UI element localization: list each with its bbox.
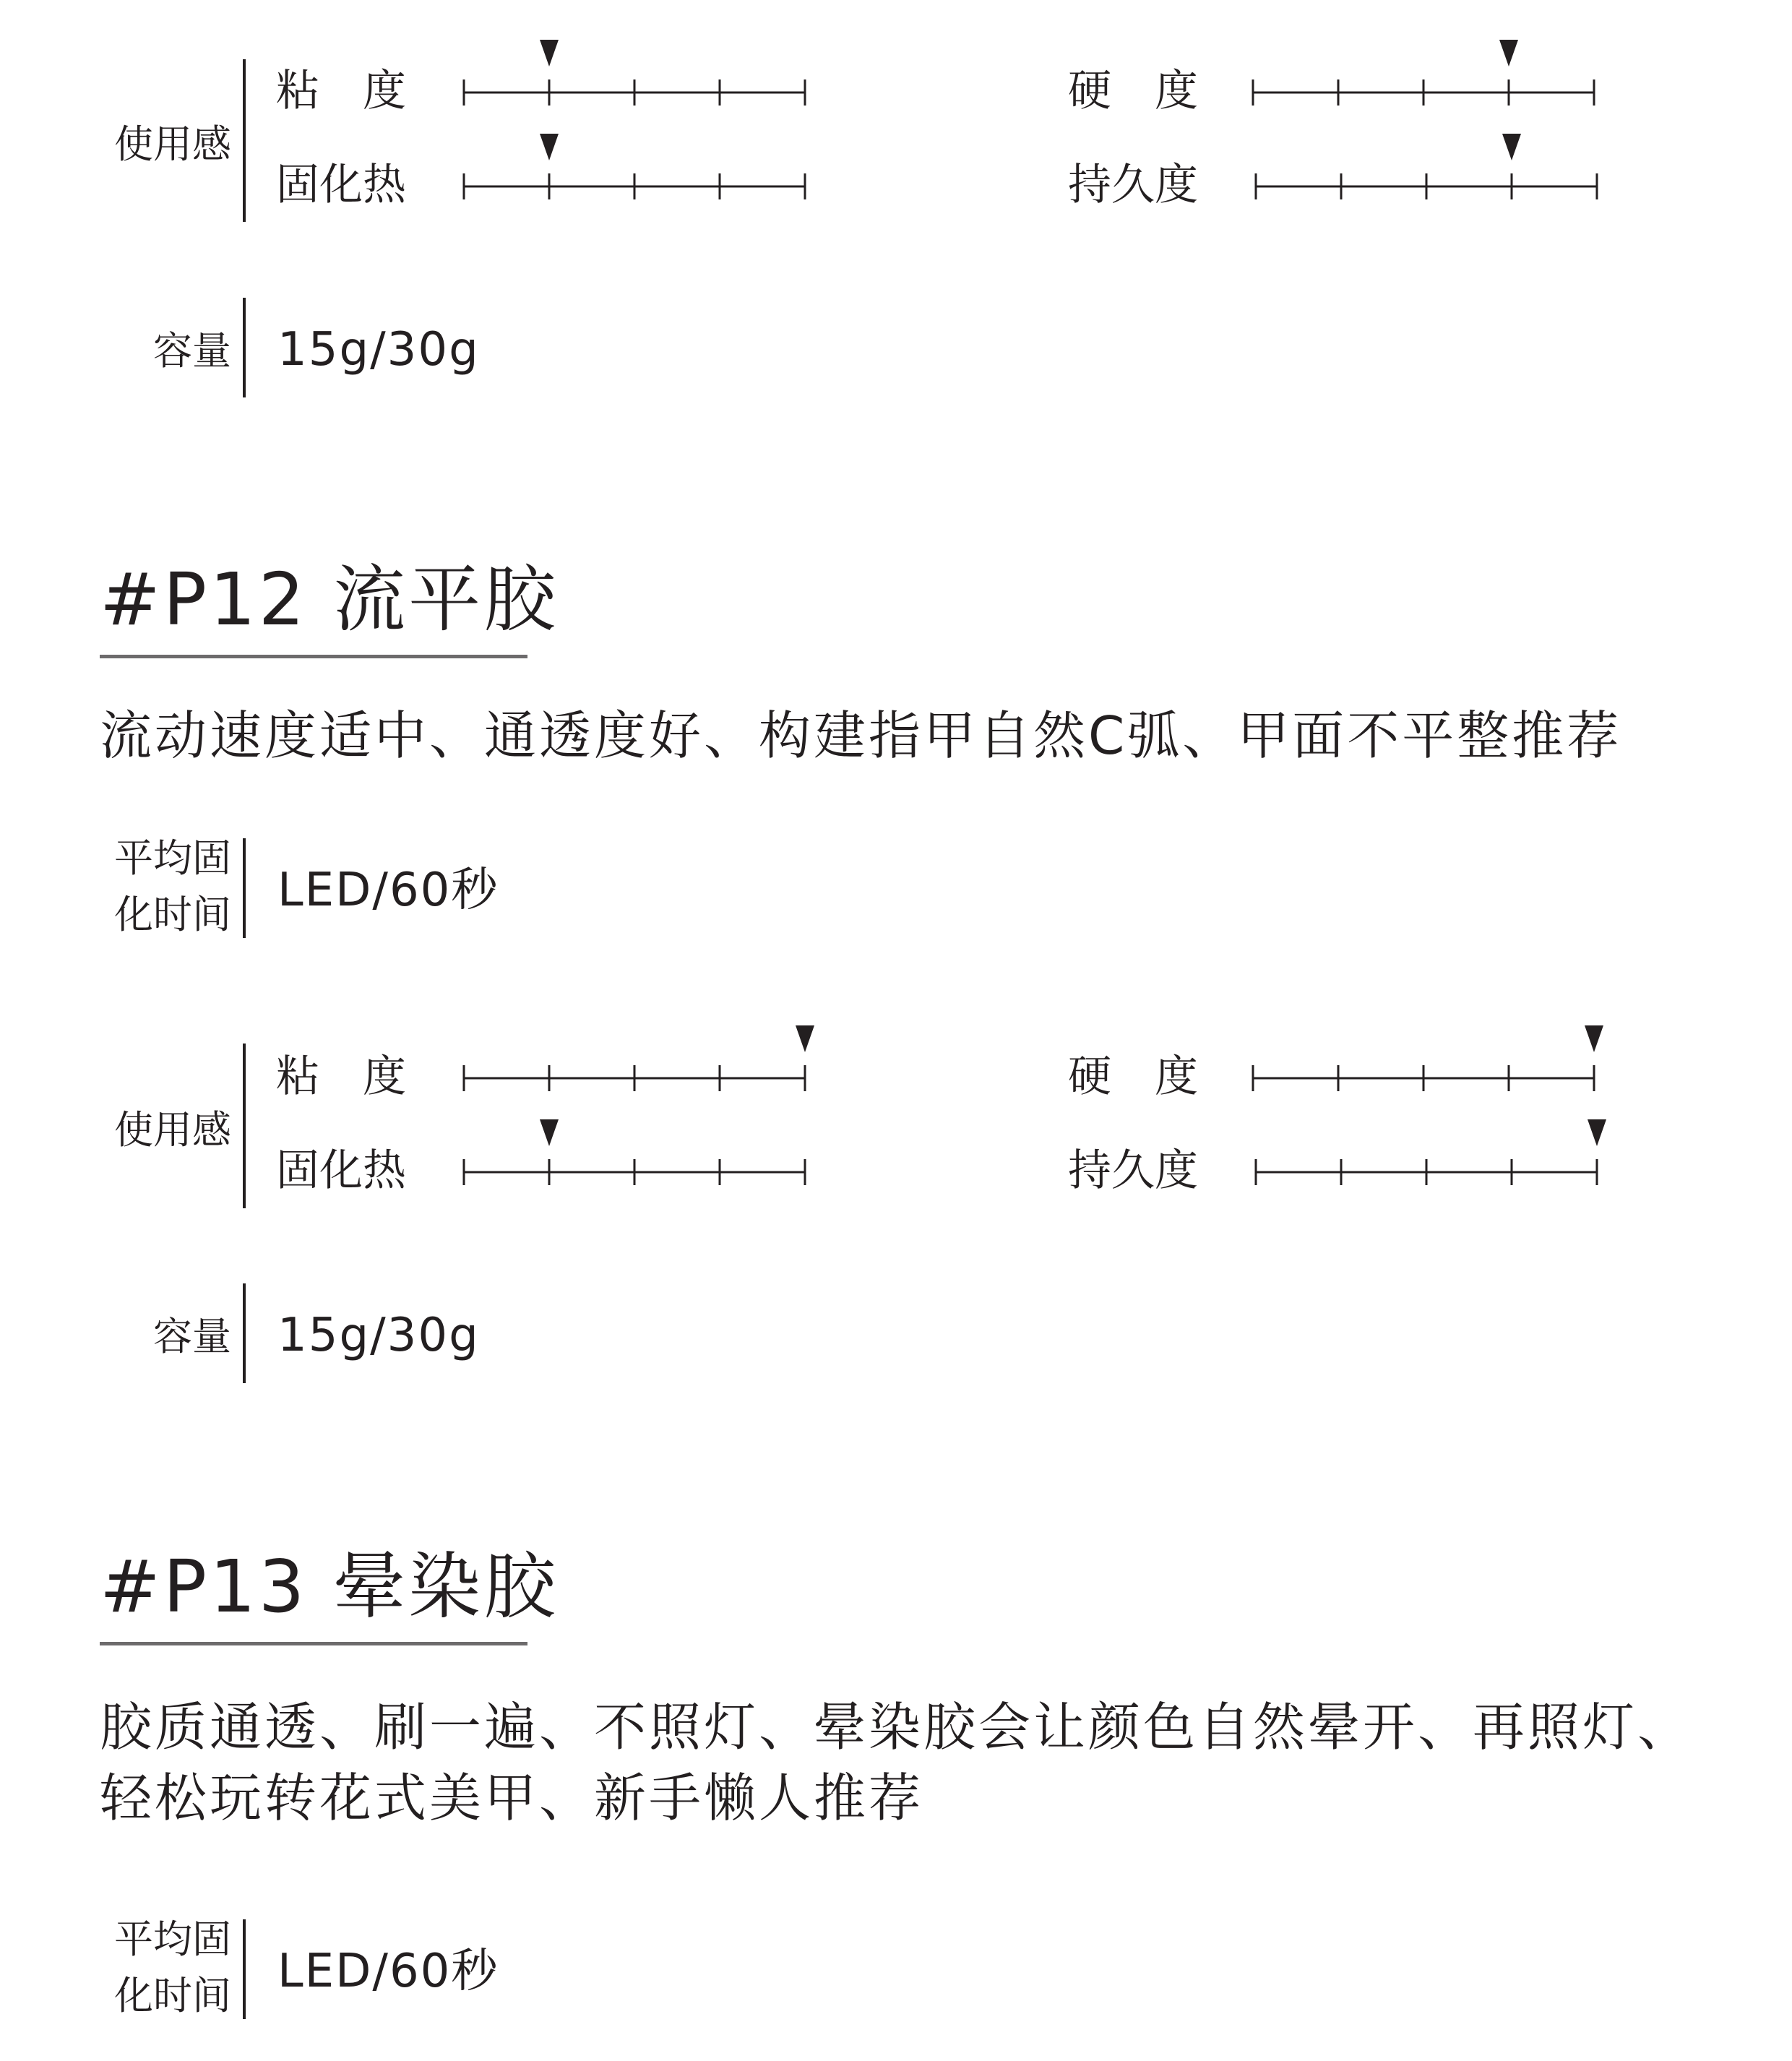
- capacity-value: 15g/30g: [277, 1309, 480, 1362]
- capacity-label: 容量: [153, 328, 231, 374]
- product-title: #P12 流平胶: [100, 557, 559, 642]
- viscosity-scale: [462, 36, 809, 116]
- cure-time-value: LED/60秒: [277, 1945, 499, 1998]
- capacity-label: 容量: [153, 1314, 231, 1359]
- hardness-scale: [1252, 1022, 1598, 1101]
- rating-marker: [796, 1025, 814, 1052]
- rating-marker: [1499, 40, 1518, 66]
- usage-label: 使用感: [114, 1107, 231, 1153]
- rating-marker: [1502, 134, 1521, 160]
- curing-heat-label: 固化热: [276, 160, 406, 210]
- cure-time-value: LED/60秒: [277, 864, 499, 917]
- viscosity-label: 粘 度: [276, 66, 406, 116]
- rating-marker: [1588, 1119, 1606, 1146]
- cure-time-label-line2: 化时间: [114, 892, 231, 937]
- capacity-divider: [243, 1283, 246, 1383]
- usage-label: 使用感: [114, 121, 231, 167]
- viscosity-scale: [462, 1022, 809, 1101]
- rating-marker: [540, 134, 559, 160]
- title-underline: [100, 1642, 527, 1645]
- capacity-value: 15g/30g: [277, 323, 480, 377]
- rating-marker: [540, 40, 559, 66]
- title-underline: [100, 655, 527, 658]
- curing-heat-label: 固化热: [276, 1145, 406, 1196]
- hardness-label: 硬 度: [1068, 1051, 1198, 1102]
- rating-marker: [540, 1119, 559, 1146]
- product-title: #P13 晕染胶: [100, 1544, 559, 1629]
- durability-label: 持久度: [1068, 160, 1198, 210]
- curing-heat-scale: [462, 130, 809, 210]
- product-description: 流动速度适中、通透度好、构建指甲自然C弧、甲面不平整推荐: [100, 705, 1622, 766]
- hardness-label: 硬 度: [1068, 66, 1198, 116]
- capacity-divider: [243, 298, 246, 397]
- cure-time-label-line1: 平均固: [114, 835, 231, 881]
- viscosity-label: 粘 度: [276, 1051, 406, 1102]
- usage-divider: [243, 59, 246, 222]
- usage-divider: [243, 1044, 246, 1208]
- product-description-line2: 轻松玩转花式美甲、新手懒人推荐: [100, 1768, 924, 1828]
- cure-time-label-line2: 化时间: [114, 1973, 231, 2018]
- curing-heat-scale: [462, 1116, 809, 1195]
- durability-scale: [1254, 1116, 1601, 1195]
- cure-time-label-line1: 平均固: [114, 1916, 231, 1962]
- cure-time-divider: [243, 1919, 246, 2019]
- durability-label: 持久度: [1068, 1145, 1198, 1196]
- product-description-line1: 胶质通透、刷一遍、不照灯、晕染胶会让颜色自然晕开、再照灯、: [100, 1697, 1693, 1757]
- cure-time-divider: [243, 838, 246, 938]
- rating-marker: [1585, 1025, 1603, 1052]
- durability-scale: [1254, 130, 1601, 210]
- hardness-scale: [1252, 36, 1598, 116]
